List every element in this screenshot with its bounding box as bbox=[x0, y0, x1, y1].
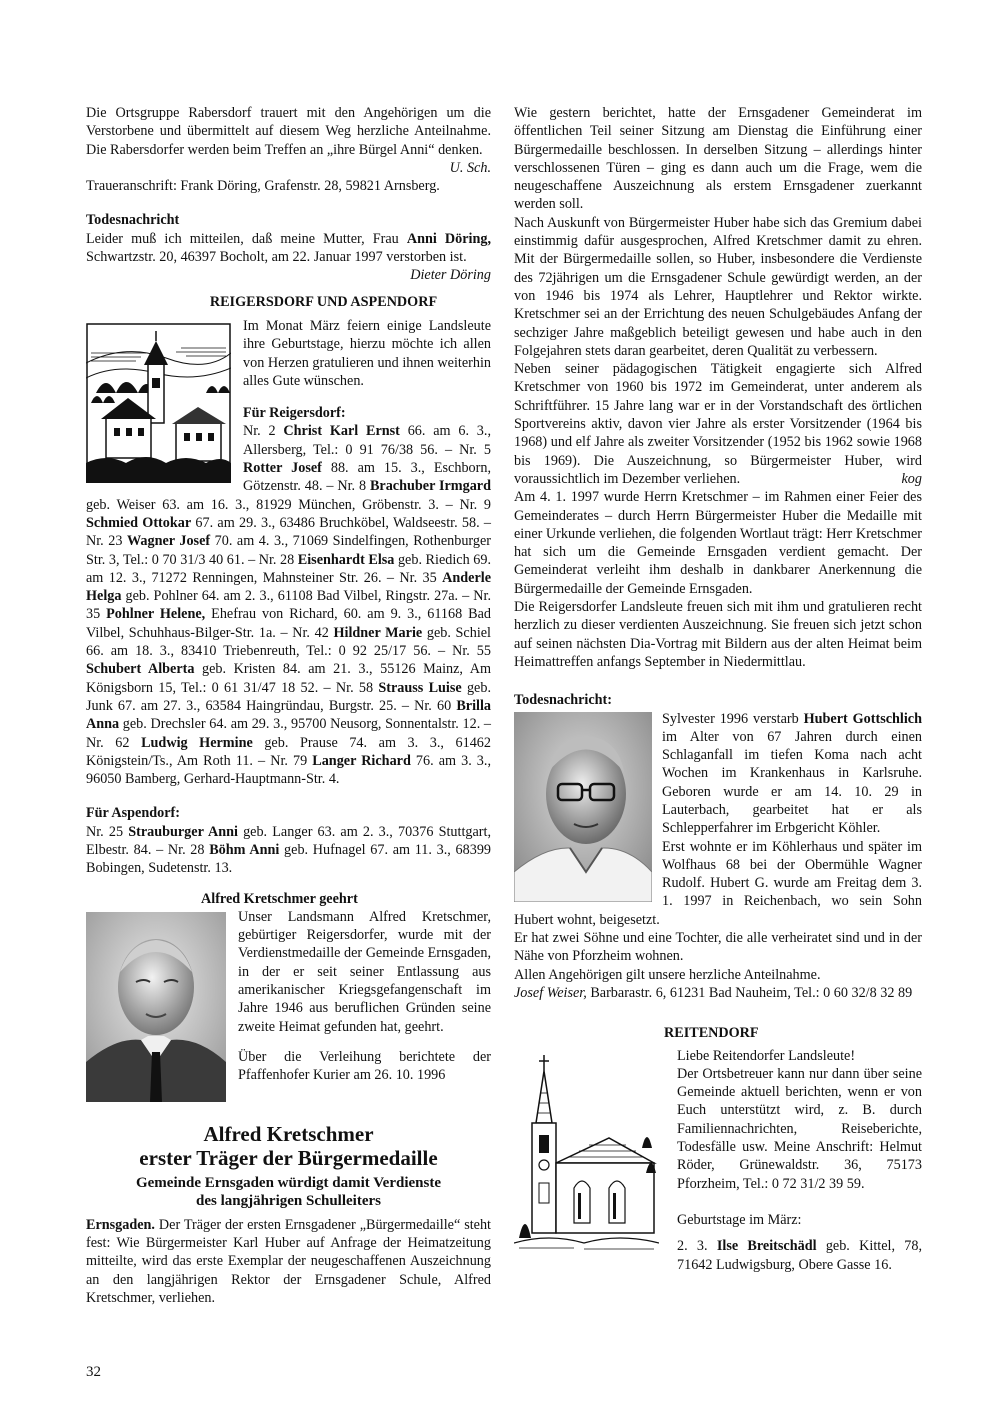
todesnachricht2-heading: Todesnachricht: bbox=[514, 692, 613, 709]
list-entry-prefix: Nr. 25 bbox=[86, 823, 129, 840]
reigersdorf-village-drawing bbox=[86, 323, 231, 483]
birthday-name: Christ Karl Ernst bbox=[283, 423, 400, 440]
reitendorf-greeting: Liebe Reitendorfer Landsleute! bbox=[677, 1047, 856, 1064]
todesnachricht-text: Leider muß ich mitteilen, daß meine Mutter, Frau Anni Döring, Schwartzstr. 20, 46397 Bocholt, am 22. Januar 1997 verstorben ist. Dieter Döring bbox=[86, 230, 492, 284]
article-lead-paragraph: Ernsgaden. Der Träger der ersten Ernsgadener „Bürgermedaille“ steht fest: Wie Bürgermeister Karl Huber auf Anfrage der Heimatzeitung mitteilte, wird das erste Exemplar der neugeschaffenen Auszeichnung an den langjährigen Rektor der Ernsgadener Schule, Alfred Kretschmer, verliehen. bbox=[86, 1216, 491, 1307]
gottschlich-text-2: Erst wohnte er im Köhlerhaus und später im Wolfhaus 68 bei der Obermühle Wagner Rudolf. Hubert G. wurde am Freitag dem 3. 1. 1997 in Reichenbach, wo sein Sohn Hubert wohnt, beigesetzt. bbox=[514, 838, 922, 928]
birthday-name: Böhm Anni bbox=[209, 841, 280, 858]
birthday-details: geb. Schiel 66. am 18. 3., 83410 Triebenreuth, Tel.: 0 92 25/17 56. – Nr. 55 bbox=[86, 624, 491, 660]
birthday-name: Pohlner Helene, bbox=[106, 606, 206, 623]
gottschlich-text-4: Allen Angehörigen gilt unsere herzliche Anteilnahme. bbox=[514, 966, 821, 983]
deceased-name: Anni Döring, bbox=[406, 230, 492, 247]
birthday-details: geb. Pohlner 64. am 2. 3., 61108 Bad Vilbel, Ringstr. 27a. – Nr. 35 bbox=[86, 588, 491, 623]
birthday-details: geb. Drechsler 64. am 29. 3., 95700 Neusorg, Sonnentalstr. 12. – Nr. 62 bbox=[86, 716, 491, 751]
gottschlich-name: Hubert Gottschlich bbox=[803, 710, 922, 727]
birthday-details: 67. am 29. 3., 63486 Bruchköbel, Waldseestr. 58. –Nr. 23 bbox=[86, 514, 491, 550]
kretschmer-geehrt-heading: Alfred Kretschmer geehrt bbox=[201, 890, 358, 907]
kretschmer-geehrt-text: Unser Landsmann Alfred Kretschmer, gebürtiger Reigersdorfer, wurde mit der Verdienstmedaille der Gemeinde Ernsgaden, in der er seit seiner Entlassung aus amerikanischer Kriegsgefangenschaft im Jahre 1946 aus beruflichen Gründen seine zweite Heimat gefunden hat, geehrt. bbox=[238, 908, 491, 1035]
article-paragraph-3: Neben seiner pädagogischen Tätigkeit engagierte sich Alfred Kretschmer von 1960 bis 1972 im Gemeinderat, unter anderem als Schriftführer. 15 Jahre lang war er in der Vorstandschaft des örtlichen Sportvereins aktiv, davon vier Jahre als erster Vorsitzender (1964 bis 1968) und elf Jahre als zweiter Vorsitzender (1952 bis 1962 sowie 1968 bis 1969). Die Auszeichnung, so Bürgermeister Huber, wird voraussichtlich im Dezember verliehen. kog bbox=[514, 361, 922, 487]
todesnachricht-heading: Todesnachricht bbox=[86, 212, 180, 229]
birthday-details: geb. Junk 67. am 27. 3., 63584 Haingründau, Burgstr. 25. – Nr. 60 bbox=[86, 679, 491, 714]
birthday-details: geb. Hufnagel 67. am 11. 3., 68399 Bobingen, Sudetenstr. 13. bbox=[86, 841, 492, 877]
article-signature: kog bbox=[901, 470, 922, 487]
birthday-name: Langer Richard bbox=[312, 752, 411, 769]
birthday-name: Wagner Josef bbox=[127, 533, 211, 550]
birthday-person-name: Ilse Breitschädl bbox=[716, 1238, 817, 1255]
article-paragraph-4: Am 4. 1. 1997 wurde Herrn Kretschmer – im Rahmen einer Feier des Gemeinderates – durch Herrn Bürgermeister Huber die Medaille mit einer Urkunde verliehen, die folgenden Wortlaut trägt: Herr Kretschmer hat sich um die Gemeinde Ernsgaden verdient gemacht. Der Gemeinderat verleiht ihm deshalb in dankbarer Anerkennung die Bürgermedaille der Gemeinde Ernsgaden. bbox=[514, 489, 922, 597]
birthday-details: geb. Kristen 84. am 21. 3., 55126 Mainz, Am Königsborn 15, Tel.: 0 61 31/47 18 52. – Nr. 58 bbox=[86, 661, 492, 696]
left-column bbox=[86, 104, 491, 1307]
section-title-reitendorf: REITENDORF bbox=[664, 1025, 759, 1042]
right-column bbox=[514, 104, 922, 1274]
fuer-reigersdorf-heading: Für Reigersdorf: bbox=[243, 405, 346, 422]
birthday-details: geb. Weiser 63. am 16. 3., 81929 München, Gröbenstr. 3. – Nr. 9 bbox=[86, 496, 491, 513]
birthday-name: Rotter Josef bbox=[243, 460, 322, 477]
fuer-aspendorf-heading: Für Aspendorf: bbox=[86, 805, 180, 822]
article-paragraph-1: Wie gestern berichtet, hatte der Ernsgadener Gemeinderat im öffentlichen Teil seiner Sitzung am Dienstag die Einführung einer Bürgermedaille beschlossen. In derselben Sitzung – allerdings hinter verschlossenen Türen – ging es dann auch um die Frage, wem die neugeschaffene Auszeichnung als erstem Ernsgadener zuerkannt werden soll. bbox=[514, 105, 922, 213]
birthday-name: Strauss Luise bbox=[378, 679, 462, 696]
birthday-name: Hildner Marie bbox=[333, 624, 423, 641]
birthday-name: Anderle Helga bbox=[86, 569, 491, 605]
rabersdorf-signature: U. Sch. bbox=[449, 159, 491, 176]
rabersdorf-text: Die Ortsgruppe Rabersdorf trauert mit den Angehörigen um die Verstorbene und übermittelt auf diesem Weg herzliche Anteilnahme. Die Rabersdorfer werden beim Treffen an „ihre Bürgel Anni“ denken. U. Sch. bbox=[86, 105, 491, 176]
reitendorf-birthday-entry: 2. 3. Ilse Breitschädl geb. Kittel, 78, 71642 Ludwigsburg, Obere Gasse 16. bbox=[677, 1238, 923, 1273]
birthday-details: 70. am 4. 3., 71069 Sindelfingen, Rothenburger Str. 3, Tel.: 0 70 31/3 40 61. – Nr. 28 bbox=[86, 533, 492, 568]
article-headline-line1: Alfred Kretschmer bbox=[203, 1121, 374, 1146]
reitendorf-text: Der Ortsbetreuer kann nur dann über seine Gemeinde aktuell berichten, wenn er von Euch unterstützt wird, z. B. durch Familiennachrichten, Reiseberichte, Todesfälle usw. Meine Anschrift: Helmut Röder, Grünewaldstr. 36, 75173 Pforzheim, Tel.: 0 72 31/2 39 59. bbox=[677, 1065, 922, 1192]
reitendorf-block bbox=[514, 1047, 922, 1274]
birthday-name: Ludwig Hermine bbox=[141, 734, 253, 751]
page-number: 32 bbox=[86, 1364, 101, 1380]
kretschmer-portrait-photo bbox=[86, 912, 226, 1102]
gottschlich-text-3: Er hat zwei Söhne und eine Tochter, die alle verheiratet sind und in der Nähe von Pforzheim wohnen. bbox=[514, 930, 922, 965]
reitendorf-church-drawing bbox=[514, 1053, 659, 1253]
gottschlich-signature: Josef Weiser, Barbarastr. 6, 61231 Bad Nauheim, Tel.: 0 60 32/8 32 89 bbox=[514, 984, 913, 1001]
birthday-name: Schubert Alberta bbox=[86, 661, 195, 678]
birthday-name: Brilla Anna bbox=[86, 697, 491, 733]
birthday-details: geb. Riedich 69. am 12. 3., 71272 Renningen, Mahnsteiner Str. 26. – Nr. 35 bbox=[86, 551, 491, 586]
birthday-details: 66. am 6. 3., Allersberg, Tel.: 0 91 76/38 56. – Nr. 5 bbox=[243, 423, 491, 458]
birthday-details: 76. am 3. 3., 96050 Bamberg, Gerhard-Hauptmann-Str. 4. bbox=[86, 752, 491, 788]
birthday-name: Strauburger Anni bbox=[128, 823, 238, 840]
kretschmer-geehrt-block bbox=[86, 908, 491, 1085]
birthday-details: geb. Langer 63. am 2. 3., 70376 Stuttgart, Elbestr. 84. – Nr. 28 bbox=[86, 823, 492, 858]
birthday-name: Schmied Ottokar bbox=[86, 514, 192, 531]
birthday-name: Eisenhardt Elsa bbox=[297, 551, 395, 568]
reigersdorf-block bbox=[86, 317, 491, 788]
list-entry-prefix: Nr. 2 bbox=[243, 423, 284, 440]
article-subhead-line1: Gemeinde Ernsgaden würdigt damit Verdienste bbox=[135, 1174, 441, 1191]
gottschlich-portrait-photo bbox=[514, 712, 652, 902]
todesnachricht-signature: Dieter Döring bbox=[410, 267, 491, 284]
gottschlich-text-1: Sylvester 1996 verstarb Hubert Gottschlich im Alter von 67 Jahren durch einen Schlaganfall im tiefen Koma nach acht Wochen im Krankenhaus in Karlsruhe. Geboren wurde er am 14. 10. 29 in Lauterbach, gearbeitet hat er als Schlepperfahrer im Erbgericht Köhler. bbox=[662, 710, 922, 837]
gottschlich-block bbox=[514, 710, 922, 930]
article-headline-line2: erster Träger der Bürgermedaille bbox=[139, 1145, 438, 1170]
birthday-details: geb. Prause 74. am 3. 3., 61462 Königstein/Ts., Am Roth 11. – Nr. 79 bbox=[86, 734, 491, 769]
kretschmer-kurier-note: Über die Verleihung berichtete der Pfaffenhofer Kurier am 26. 10. 1996 bbox=[238, 1048, 491, 1084]
birthday-name: Brachuber Irmgard bbox=[369, 478, 491, 495]
aspendorf-birthday-list bbox=[86, 823, 491, 878]
article-subhead-line2: des langjährigen Schulleiters bbox=[195, 1192, 381, 1209]
section-title-reigersdorf: REIGERSDORF UND ASPENDORF bbox=[209, 293, 438, 310]
reitendorf-geburtstage-heading: Geburtstage im März: bbox=[677, 1211, 802, 1228]
birthday-details: Ehefrau von Richard, 60. am 9. 3., 61168 Bad Vilbel, Schuhhaus-Bilger-Str. 1a. – Nr. 42 bbox=[86, 606, 492, 641]
birthday-details: 88. am 15. 3., Eschborn, Götzenstr. 48. – Nr. 8 bbox=[243, 460, 491, 495]
article-paragraph-5: Die Reigersdorfer Landsleute freuen sich mit ihm und gratulieren recht herzlich zu dieser verdienten Auszeichnung. Sie freuen sich jetzt schon auf seinen nächsten Dia-Vortrag mit Bildern aus der alten Heimat beim Heimattreffen anfangs September in Niedermittlau. bbox=[514, 599, 922, 670]
reigersdorf-intro: Im Monat März feiern einige Landsleute ihre Geburtstage, hierzu möchte ich allen von Herzen gratulieren und ihnen weiterhin alles Gute wünschen. bbox=[243, 317, 491, 389]
article-paragraph-2: Nach Auskunft von Bürgermeister Huber habe sich das Gremium dabei einstimmig dafür ausgesprochen, Alfred Kretschmer damit zu ehren. Mit der Bürgermedaille sollen, so Huber, insbesondere die Verdienste des 72jährigen um die Ernsgadener Schule gewürdigt werden, an der von 1946 bis 1974 als Lehrer, Hauptlehrer und Rektor wirkte. Kretschmer sei an der Errichtung des neuen Schulgebäudes Anfang der sechziger Jahre maßgeblich beteiligt gewesen und habe auch in den Folgejahren stets daran gearbeitet, deren Qualität zu verbessern. bbox=[514, 214, 922, 359]
traueranschrift: Traueranschrift: Frank Döring, Grafenstr. 28, 59821 Arnsberg. bbox=[86, 178, 440, 195]
